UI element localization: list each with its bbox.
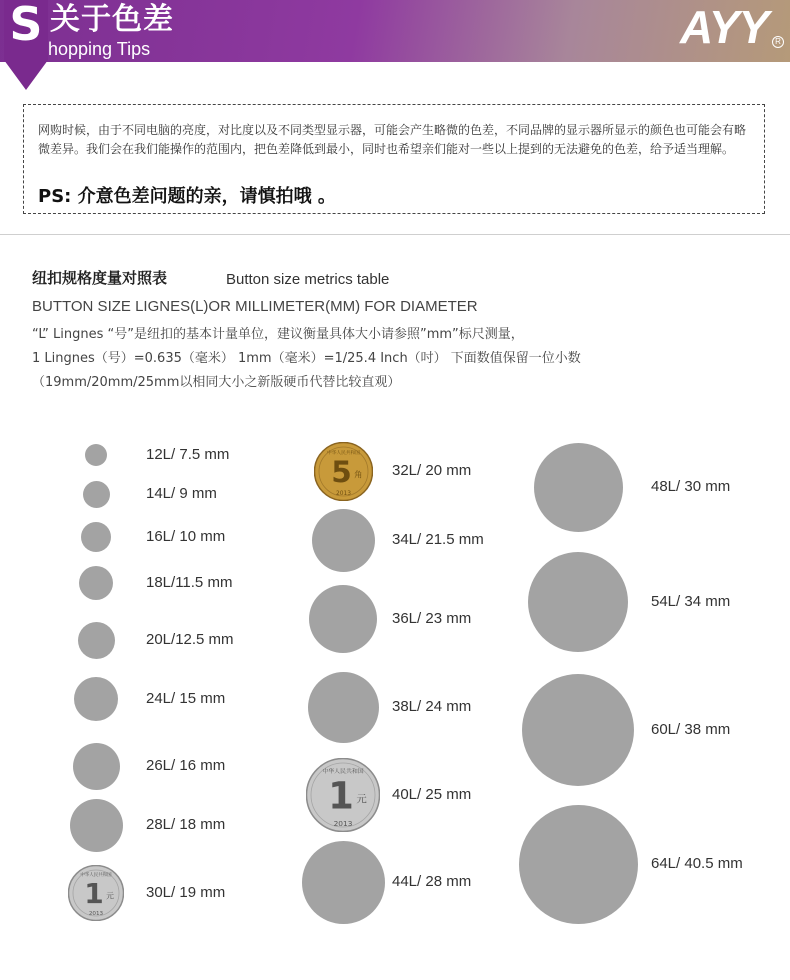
button-size-label: 30L/ 19 mm — [146, 884, 226, 901]
svg-text:中华人民共和国: 中华人民共和国 — [326, 450, 360, 456]
svg-text:中华人民共和国: 中华人民共和国 — [322, 768, 364, 775]
brand-logo: AYY — [680, 1, 769, 53]
spec-line-4: （19mm/20mm/25mm以相同大小之新版硬币代替比较直观） — [32, 375, 401, 390]
5-jiao-coin-icon — [314, 442, 373, 501]
svg-text:中华人民共和国: 中华人民共和国 — [80, 873, 112, 879]
button-size-label: 28L/ 18 mm — [146, 816, 226, 833]
button-size-label: 16L/ 10 mm — [146, 528, 226, 545]
section-divider — [0, 234, 790, 235]
svg-text:5: 5 — [330, 454, 352, 489]
button-size-circle — [81, 522, 111, 552]
button-size-circle — [70, 799, 123, 852]
svg-text:2013: 2013 — [335, 490, 351, 497]
size-table-title-en: Button size metrics table — [226, 271, 390, 288]
button-size-label: 12L/ 7.5 mm — [146, 446, 230, 463]
button-size-label: 20L/12.5 mm — [146, 631, 234, 648]
spec-line-3: 1 Lingnes（号）=0.635（毫米） 1mm（毫米）=1/25.4 Inch（吋） 下面数值保留一位小数 — [32, 351, 581, 366]
banner-s-badge — [4, 0, 48, 92]
banner-subtitle: hopping Tips — [48, 39, 151, 59]
button-size-label: 24L/ 15 mm — [146, 690, 226, 707]
svg-text:2013: 2013 — [88, 911, 104, 917]
button-size-circle — [519, 805, 638, 924]
button-size-circle — [78, 622, 115, 659]
button-size-circle — [83, 481, 110, 508]
button-size-label: 64L/ 40.5 mm — [651, 855, 743, 872]
button-size-circle — [309, 585, 377, 653]
svg-text:1: 1 — [84, 877, 104, 911]
1-yuan-coin-icon — [306, 758, 380, 832]
size-table-title-cn: 纽扣规格度量对照表 — [32, 269, 168, 287]
svg-text:角: 角 — [353, 468, 362, 479]
button-size-circle — [74, 677, 118, 721]
svg-text:1: 1 — [328, 774, 354, 818]
button-size-circle — [312, 509, 375, 572]
registered-mark-icon: R — [772, 36, 784, 48]
svg-text:2013: 2013 — [333, 819, 353, 828]
spec-line-2: “L” Lingnes “号”是纽扣的基本计量单位，建议衡量具体大小请参照”mm”标尺测量， — [32, 327, 524, 342]
button-size-label: 14L/ 9 mm — [146, 485, 217, 502]
button-size-label: 36L/ 23 mm — [392, 610, 472, 627]
button-size-label: 26L/ 16 mm — [146, 757, 226, 774]
button-size-circle — [522, 674, 634, 786]
button-size-label: 38L/ 24 mm — [392, 698, 472, 715]
button-size-circle — [73, 743, 120, 790]
1-yuan-coin-icon — [68, 865, 124, 921]
button-size-label: 32L/ 20 mm — [392, 462, 472, 479]
button-size-label: 34L/ 21.5 mm — [392, 531, 484, 548]
button-size-label: 60L/ 38 mm — [651, 721, 731, 738]
notice-ps: PS: 介意色差问题的亲，请慎拍哦 。 — [38, 186, 336, 207]
button-size-circle — [302, 841, 385, 924]
button-size-circle — [308, 672, 379, 743]
button-size-label: 44L/ 28 mm — [392, 873, 472, 890]
notice-body: 网购时候，由于不同电脑的亮度，对比度以及不同类型显示器，可能会产生略微的色差，不同品牌的显示器所显示的颜色也可能会有略微差异。我们会在我们能操作的范围内，把色差降低到最小，同时也希望亲们能对一些以上提到的无法避免的色差，给予适当理解。 — [38, 123, 747, 156]
button-size-label: 18L/11.5 mm — [146, 574, 233, 591]
color-difference-notice — [23, 104, 765, 214]
header-banner — [0, 0, 790, 62]
button-size-label: 40L/ 25 mm — [392, 786, 472, 803]
button-size-circle — [85, 444, 107, 466]
svg-text:元: 元 — [106, 891, 114, 901]
svg-text:元: 元 — [356, 793, 367, 806]
spec-line-1: BUTTON SIZE LIGNES(L)OR MILLIMETER(MM) FOR DIAMETER — [32, 298, 478, 315]
banner-s-letter: S — [9, 0, 43, 51]
button-size-circle — [79, 566, 113, 600]
button-size-label: 48L/ 30 mm — [651, 478, 731, 495]
button-size-label: 54L/ 34 mm — [651, 593, 731, 610]
button-size-circle — [534, 443, 623, 532]
button-size-circle — [528, 552, 628, 652]
banner-title: 关于色差 — [50, 2, 174, 37]
